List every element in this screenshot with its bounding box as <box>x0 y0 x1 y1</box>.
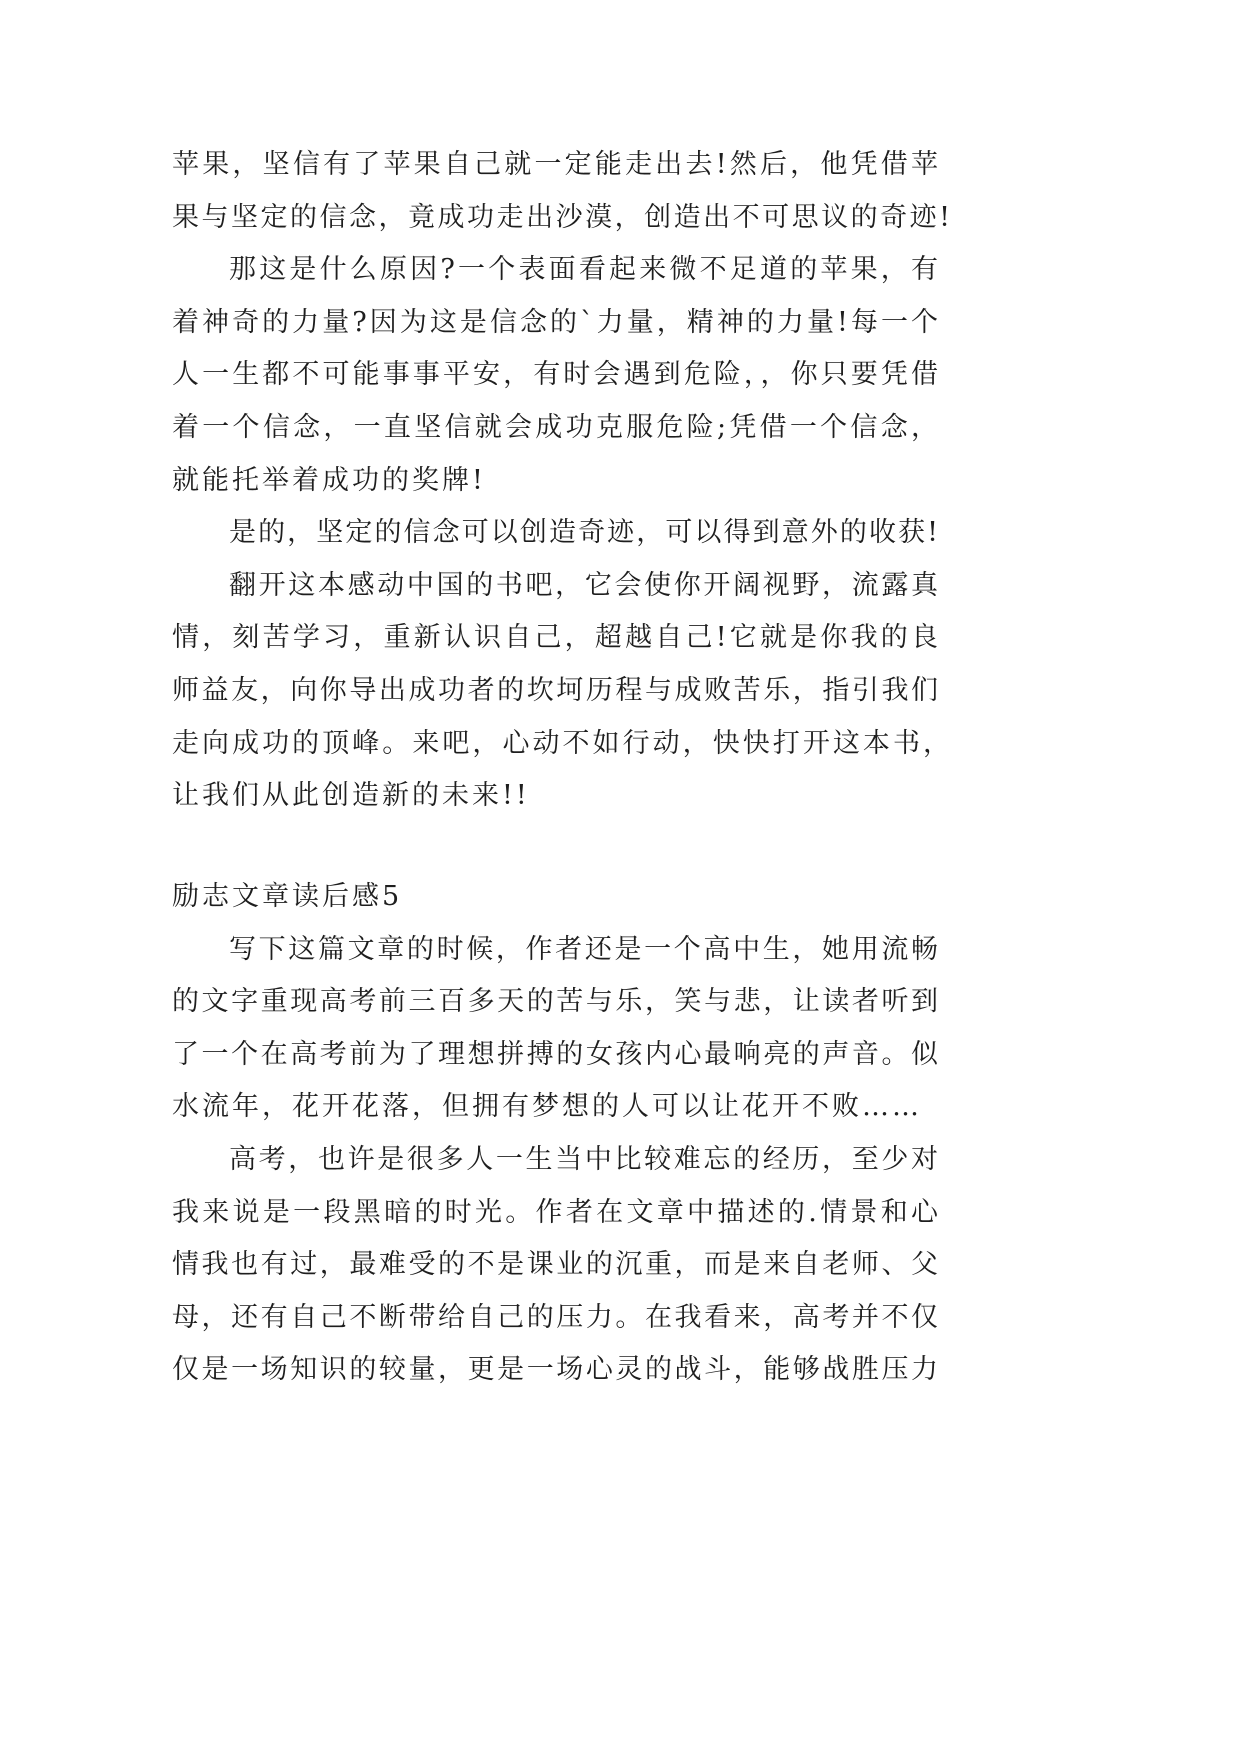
paragraph <box>172 1134 962 1397</box>
paragraph <box>172 560 962 823</box>
text-line: 水流年，花开花落，但拥有梦想的人可以让花开不败…… <box>172 1091 922 1123</box>
text-line: 着一个信念，一直坚信就会成功克服危险;凭借一个信念， <box>172 411 938 443</box>
text-line: 翻开这本感动中国的书吧，它会使你开阔视野，流露真 <box>229 569 938 601</box>
paragraph <box>172 244 962 507</box>
text-line: 的文字重现高考前三百多天的苦与乐，笑与悲，让读者听到 <box>172 986 938 1018</box>
text-line: 母，还有自己不断带给自己的压力。在我看来，高考并不仅 <box>172 1301 938 1333</box>
text-line: 了一个在高考前为了理想拼搏的女孩内心最响亮的声音。似 <box>172 1038 938 1070</box>
text-line: 果与坚定的信念，竟成功走出沙漠，创造出不可思议的奇迹! <box>172 201 950 233</box>
text-line: 苹果，坚信有了苹果自己就一定能走出去!然后，他凭借苹 <box>172 149 938 180</box>
paragraph <box>172 139 962 244</box>
section-heading: 励志文章读后感5 <box>172 881 403 913</box>
text-line: 人一生都不可能事事平安，有时会遇到危险，，你只要凭借 <box>172 359 938 391</box>
text-line: 情我也有过，最难受的不是课业的沉重，而是来自老师、父 <box>172 1249 938 1281</box>
text-line: 那这是什么原因?一个表面看起来微不足道的苹果，有 <box>229 254 938 286</box>
text-line: 师益友，向你导出成功者的坎坷历程与成败苦乐，指引我们 <box>172 674 938 706</box>
text-line: 高考，也许是很多人一生当中比较难忘的经历，至少对 <box>229 1144 938 1176</box>
text-line: 写下这篇文章的时候，作者还是一个高中生，她用流畅 <box>229 933 938 965</box>
paragraph <box>172 507 962 560</box>
document-body <box>172 139 962 1397</box>
text-line: 是的，坚定的信念可以创造奇迹，可以得到意外的收获! <box>229 517 938 549</box>
paragraph <box>172 924 962 1134</box>
text-line: 我来说是一段黑暗的时光。作者在文章中描述的.情景和心 <box>172 1196 938 1228</box>
text-line: 情，刻苦学习，重新认识自己，超越自己!它就是你我的良 <box>172 622 938 654</box>
text-line: 就能托举着成功的奖牌! <box>172 464 486 496</box>
text-line: 仅是一场知识的较量，更是一场心灵的战斗，能够战胜压力 <box>172 1354 938 1386</box>
text-line: 走向成功的顶峰。来吧，心动不如行动，快快打开这本书， <box>172 727 950 759</box>
text-line: 让我们从此创造新的未来!! <box>172 780 530 812</box>
text-line: 着神奇的力量?因为这是信念的`力量，精神的力量!每一个 <box>172 306 938 338</box>
